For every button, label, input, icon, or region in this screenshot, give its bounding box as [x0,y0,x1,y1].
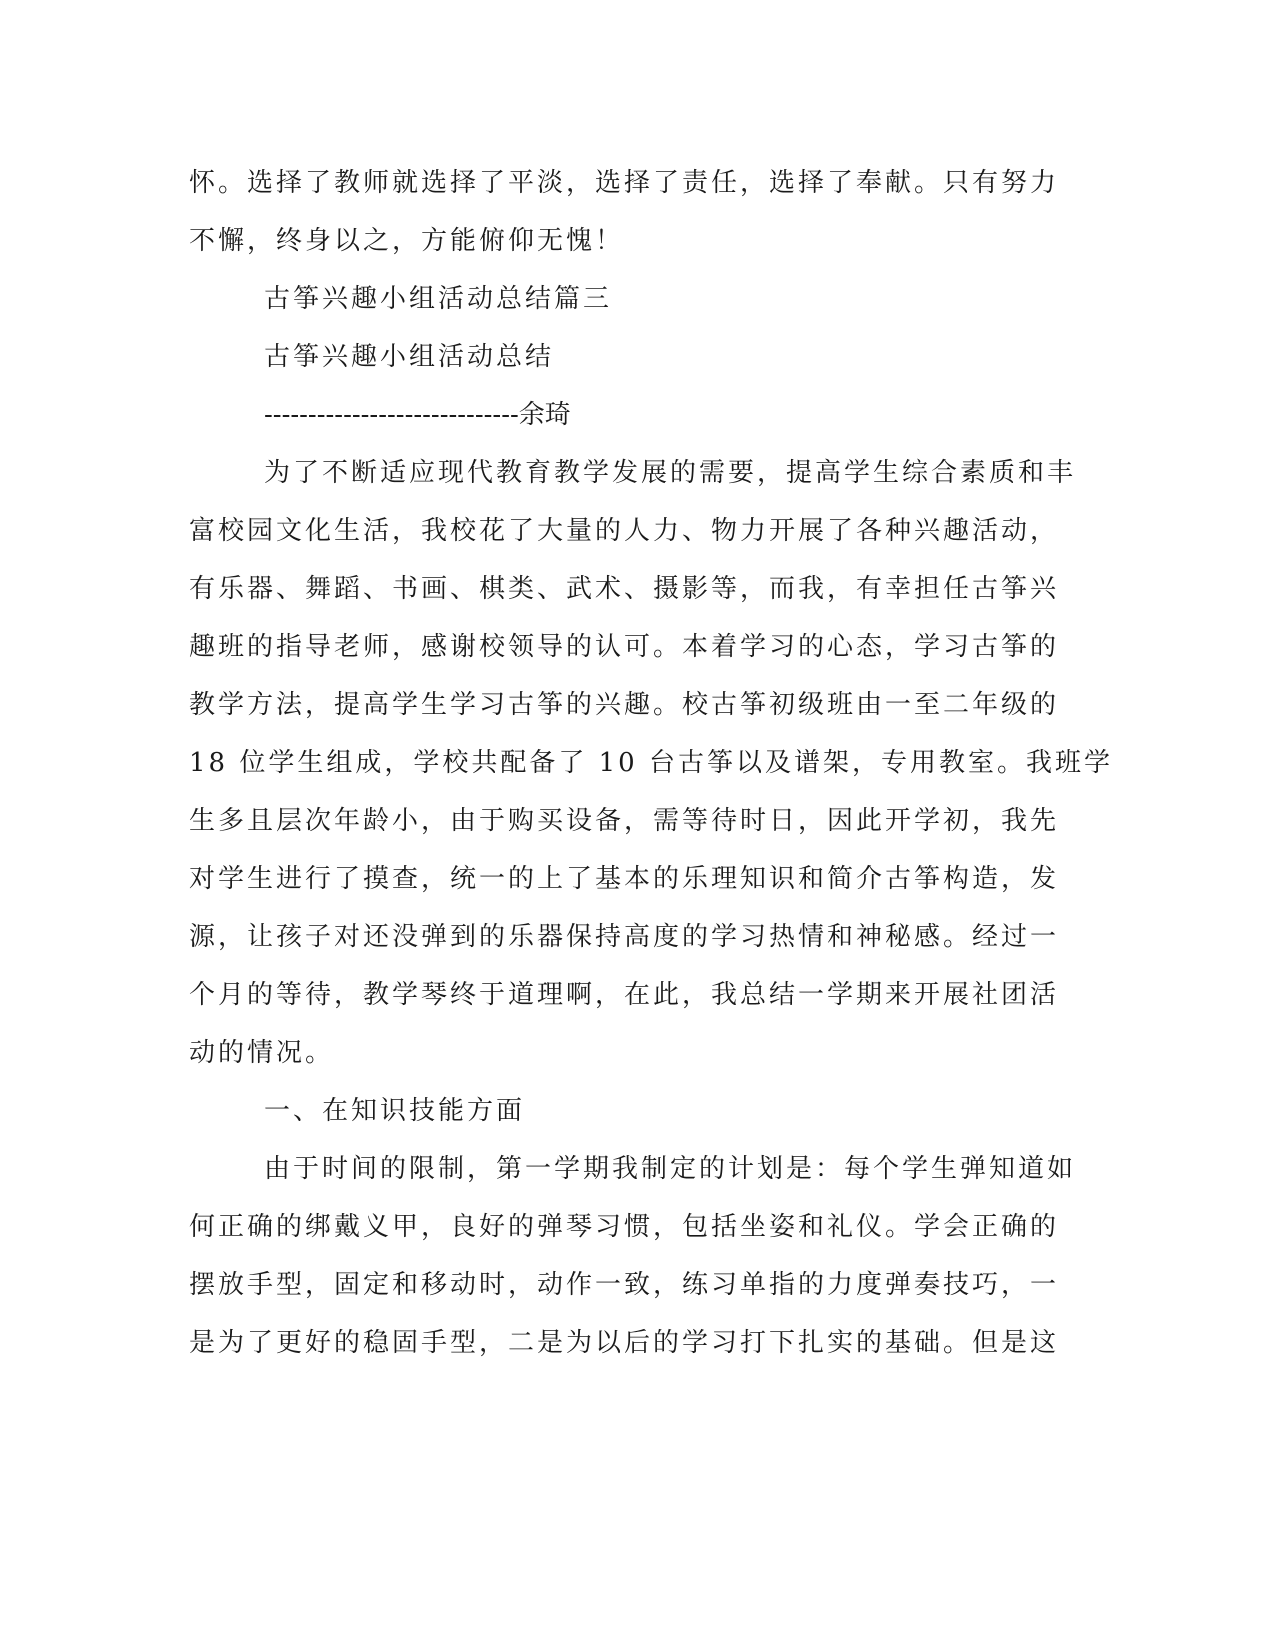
paragraph2-line-4: 是为了更好的稳固手型，二是为以后的学习打下扎实的基础。但是这 [189,1328,1060,1358]
paragraph1-line-5: 教学方法，提高学生学习古筝的兴趣。校古筝初级班由一至二年级的 [189,690,1060,720]
paragraph1-line-2: 富校园文化生活，我校花了大量的人力、物力开展了各种兴趣活动， [189,516,1060,546]
continuation-line-1: 怀。选择了教师就选择了平淡，选择了责任，选择了奉献。只有努力 [189,168,1060,198]
byline: -----------------------------余琦 [264,400,571,430]
paragraph1-line-11: 动的情况。 [189,1038,335,1068]
paragraph1-line-9: 源，让孩子对还没弹到的乐器保持高度的学习热情和神秘感。经过一 [189,922,1060,952]
paragraph1-line-4: 趣班的指导老师，感谢校领导的认可。本着学习的心态，学习古筝的 [189,632,1060,662]
paragraph1-line-10: 个月的等待，教学琴终于道理啊，在此，我总结一学期来开展社团活 [189,980,1060,1010]
paragraph2-line-1: 由于时间的限制，第一学期我制定的计划是：每个学生弹知道如 [264,1154,1077,1184]
paragraph1-line-3: 有乐器、舞蹈、书画、棋类、武术、摄影等，而我，有幸担任古筝兴 [189,574,1060,604]
article-title: 古筝兴趣小组活动总结 [264,342,555,372]
paragraph1-line-7: 生多且层次年龄小，由于购买设备，需等待时日，因此开学初，我先 [189,806,1060,836]
paragraph1-line-1: 为了不断适应现代教育教学发展的需要，提高学生综合素质和丰 [264,458,1077,488]
paragraph2-line-2: 何正确的绑戴义甲，良好的弹琴习惯，包括坐姿和礼仪。学会正确的 [189,1212,1060,1242]
paragraph1-line-6: 18 位学生组成，学校共配备了 10 台古筝以及谱架，专用教室。我班学 [189,748,1113,778]
continuation-line-2: 不懈，终身以之，方能俯仰无愧！ [189,226,625,256]
paragraph1-line-8: 对学生进行了摸查，统一的上了基本的乐理知识和简介古筝构造，发 [189,864,1060,894]
paragraph2-line-3: 摆放手型，固定和移动时，动作一致，练习单指的力度弹奏技巧，一 [189,1270,1060,1300]
section-heading: 古筝兴趣小组活动总结篇三 [264,284,613,314]
subheading-1: 一、在知识技能方面 [264,1096,526,1126]
